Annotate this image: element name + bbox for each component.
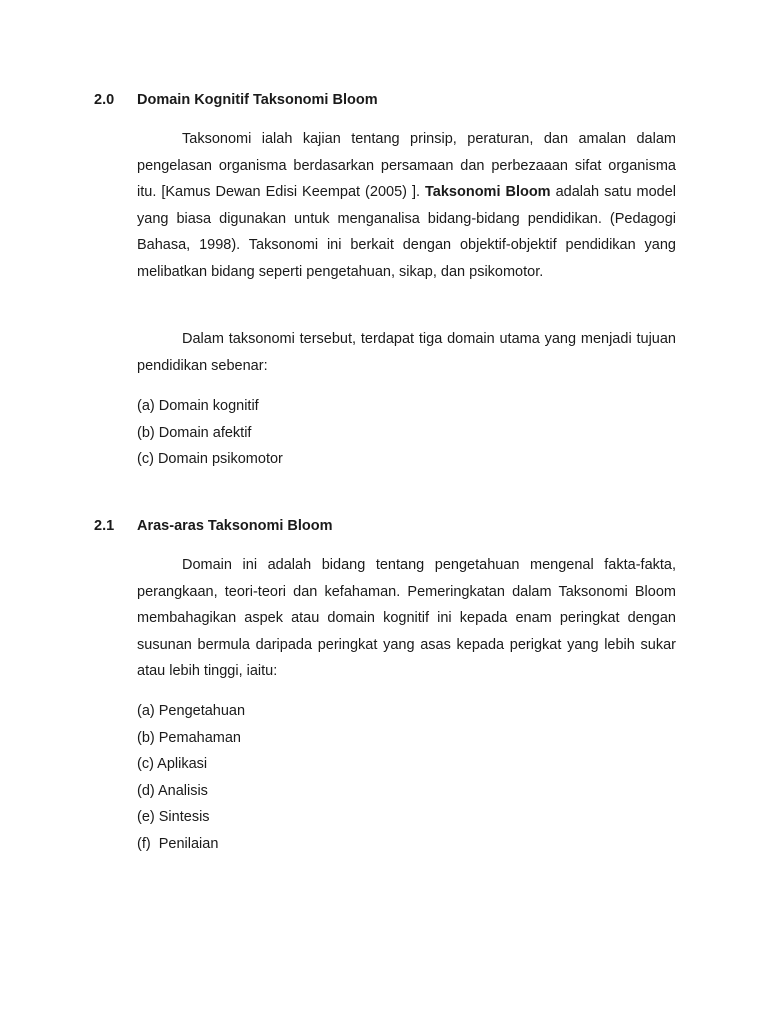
list-item — [137, 778, 245, 805]
list-item-text: Aplikasi — [157, 756, 208, 772]
list-marker: (a) — [137, 703, 155, 719]
domain-list — [137, 393, 283, 473]
list-item — [137, 725, 245, 752]
section-heading-2-0 — [94, 91, 378, 109]
section-number: 2.1 — [94, 518, 115, 534]
section-heading-2-1 — [94, 517, 333, 535]
list-item-text: Pengetahuan — [158, 703, 246, 719]
paragraph-aras-description: Domain ini adalah bidang tentang pengetahuan mengenal fakta-fakta, perangkaan, teori-teori dan kefahaman. Pemeringkatan dalam Taksonomi Bloom membahagikan aspek atau domain kognitif ini kepada enam peringkat dengan susunan bermula daripada peringkat yang asas kepada perigkat yang lebih sukar atau lebih tinggi, iaitu: — [137, 557, 676, 679]
list-marker: (c) — [137, 451, 154, 467]
list-item — [137, 446, 283, 473]
paragraph-three-domains: Dalam taksonomi tersebut, terdapat tiga domain utama yang menjadi tujuan pendidikan sebenar: — [137, 331, 676, 374]
list-item-text: Analisis — [157, 782, 208, 799]
list-item-text: Domain kognitif — [158, 398, 259, 414]
list-marker: (b) — [137, 729, 155, 746]
section-title: Domain Kognitif Taksonomi Bloom — [137, 92, 378, 108]
list-marker: (b) — [137, 424, 155, 441]
list-item — [137, 831, 245, 858]
list-item — [137, 698, 245, 725]
list-item — [137, 751, 245, 778]
list-item — [137, 420, 283, 447]
paragraph-text: adalah satu model yang biasa digunakan untuk menganalisa bidang-bidang pendidikan. (Pedagogi Bahasa, 1998). Taksonomi ini berkait dengan objektif-objektif pendidikan yang melibatkan bidang seperti pengetahuan, sikap, dan psikomotor. — [137, 184, 677, 280]
list-item-text: Sintesis — [158, 809, 210, 825]
list-item — [137, 393, 283, 420]
list-marker: (f) — [137, 835, 151, 852]
list-item-text: Pemahaman — [158, 729, 241, 746]
list-marker: (e) — [137, 809, 155, 825]
list-marker: (a) — [137, 398, 155, 414]
section-number: 2.0 — [94, 92, 115, 108]
list-marker: (d) — [137, 782, 155, 799]
bold-term-taksonomi-bloom: Taksonomi Bloom — [425, 184, 551, 200]
list-item-text: Penilaian — [158, 835, 219, 852]
level-list — [137, 698, 245, 857]
list-item-text: Domain psikomotor — [157, 451, 283, 467]
section-title: Aras-aras Taksonomi Bloom — [137, 518, 333, 534]
paragraph-taksonomi-definition — [137, 126, 676, 285]
paragraph-text: Taksonomi ialah kajian tentang prinsip, peraturan, dan amalan dalam pengelasan organisma berdasarkan persamaan dan perbezaaan sifat organisma itu. [Kamus Dewan Edisi Keempat (2005) ]. — [137, 131, 676, 200]
list-item-text: Domain afektif — [158, 424, 252, 441]
list-marker: (c) — [137, 756, 154, 772]
list-item — [137, 804, 245, 831]
